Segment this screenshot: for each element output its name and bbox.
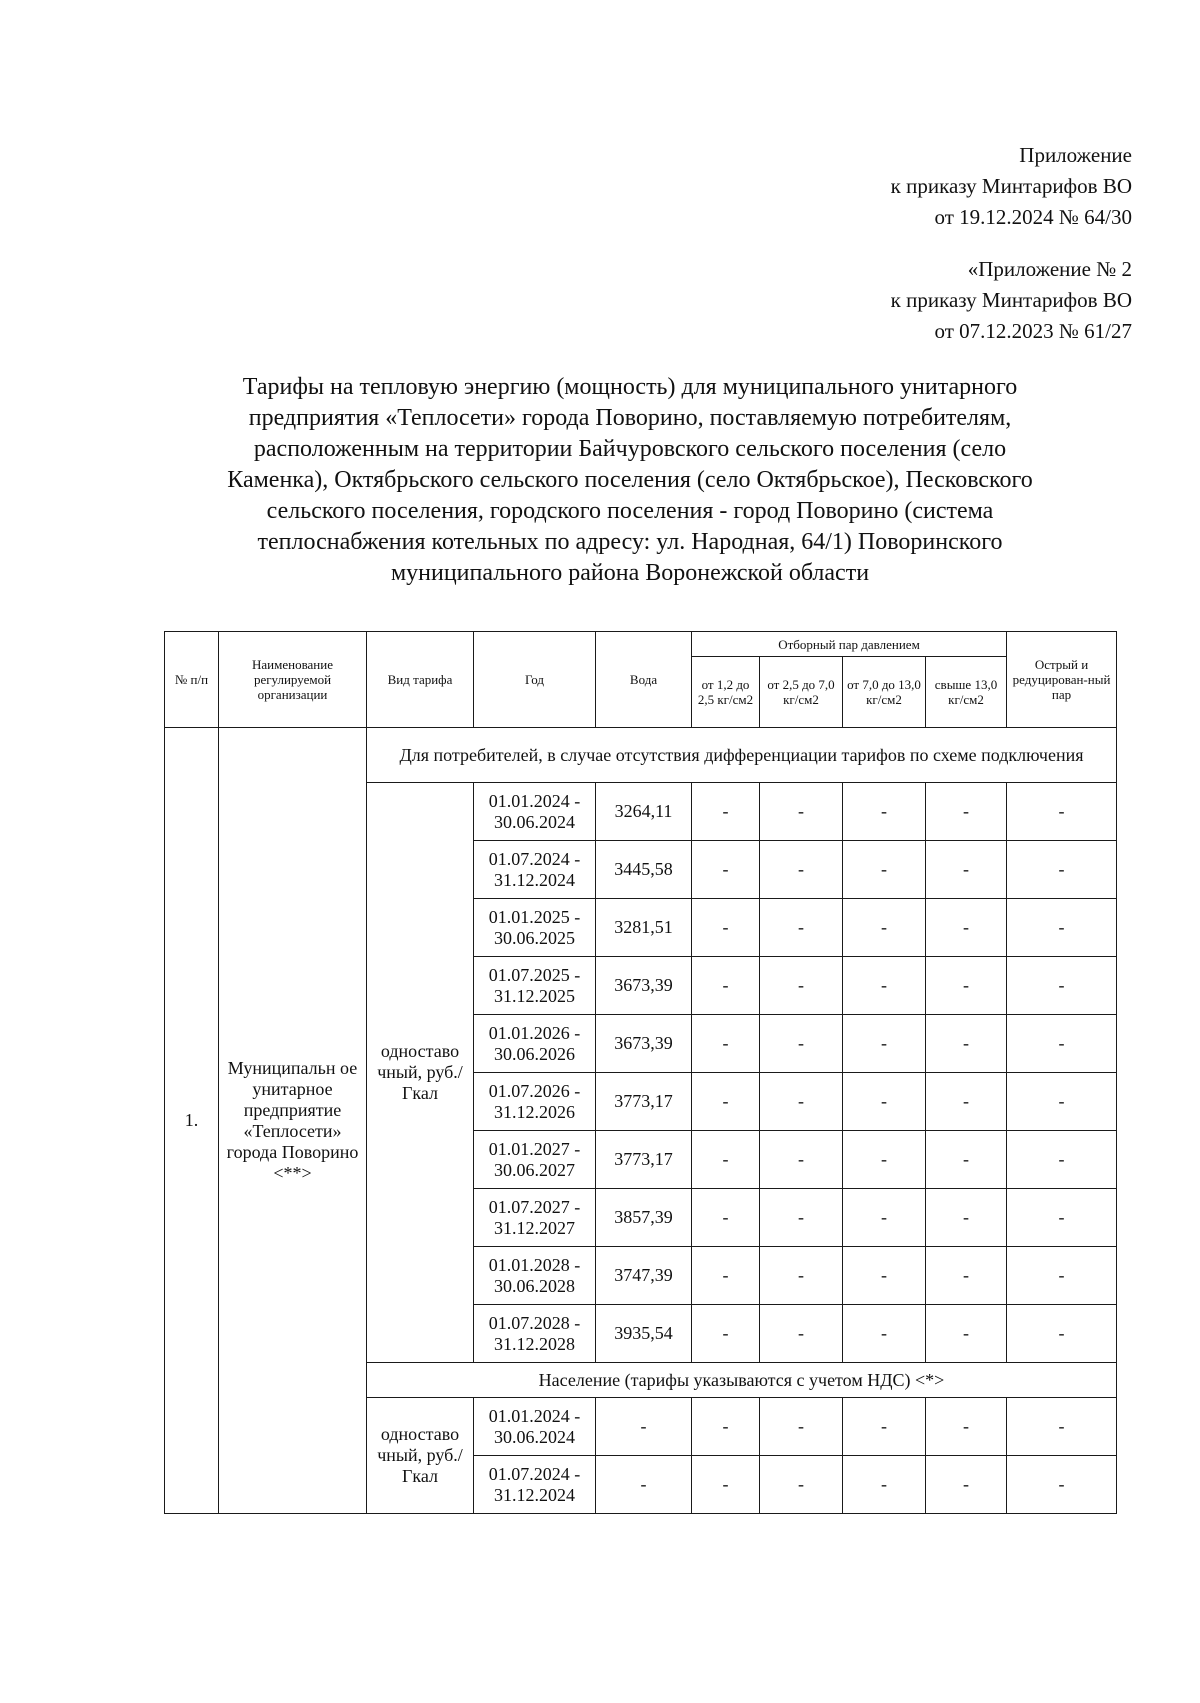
annex-date: от 19.12.2024 № 64/30 (934, 205, 1132, 229)
steam-value-cell: - (760, 1398, 843, 1456)
steam-value-cell: - (843, 1247, 926, 1305)
steam-value-cell: - (926, 1015, 1007, 1073)
steam-value-cell: - (1007, 1189, 1117, 1247)
water-value-cell: 3773,17 (596, 1131, 692, 1189)
water-value-cell: - (596, 1456, 692, 1514)
title-line: теплоснабжения котельных по адресу: ул. Народная, 64/1) Поворинского (257, 529, 1003, 555)
steam-value-cell: - (760, 1305, 843, 1363)
steam-value-cell: - (760, 957, 843, 1015)
title-line: Тарифы на тепловую энергию (мощность) для муниципального унитарного (242, 374, 1018, 400)
steam-value-cell: - (843, 1305, 926, 1363)
steam-value-cell: - (926, 1189, 1007, 1247)
tariff-table (164, 631, 1117, 1514)
water-value-cell: 3773,17 (596, 1073, 692, 1131)
annex-order: к приказу Минтарифов ВО (890, 174, 1132, 198)
header-water: Вода (596, 632, 692, 728)
steam-value-cell: - (926, 957, 1007, 1015)
steam-value-cell: - (1007, 1398, 1117, 1456)
steam-value-cell: - (1007, 1015, 1117, 1073)
steam-value-cell: - (760, 1015, 843, 1073)
water-value-cell: 3673,39 (596, 957, 692, 1015)
steam-value-cell: - (926, 841, 1007, 899)
steam-value-cell: - (1007, 1131, 1117, 1189)
header-num: № п/п (165, 632, 219, 728)
water-value-cell: 3264,11 (596, 783, 692, 841)
steam-value-cell: - (926, 783, 1007, 841)
steam-value-cell: - (843, 957, 926, 1015)
steam-value-cell: - (843, 899, 926, 957)
title-line: Каменка), Октябрьского сельского поселения (село Октябрьское), Песковского (227, 467, 1033, 493)
water-value-cell: 3281,51 (596, 899, 692, 957)
header-year: Год (474, 632, 596, 728)
steam-value-cell: - (1007, 957, 1117, 1015)
water-value-cell: 3673,39 (596, 1015, 692, 1073)
tariff-type-cell: одноставо чный, руб./Гкал (367, 1398, 474, 1514)
period-cell: 01.07.2026 - 31.12.2026 (474, 1073, 596, 1131)
steam-value-cell: - (843, 1398, 926, 1456)
water-value-cell: 3935,54 (596, 1305, 692, 1363)
title-line: расположенным на территории Байчуровского сельского поселения (село (253, 436, 1007, 462)
water-value-cell: 3747,39 (596, 1247, 692, 1305)
steam-value-cell: - (926, 1398, 1007, 1456)
section-consumers: Для потребителей, в случае отсутствия дифференциации тарифов по схеме подключения (367, 728, 1117, 783)
organization-name: Муниципальн ое унитарное предприятие «Теплосети» города Поворино <**> (219, 728, 367, 1514)
steam-value-cell: - (926, 1305, 1007, 1363)
steam-value-cell: - (760, 1456, 843, 1514)
steam-value-cell: - (692, 783, 760, 841)
header-tariff-type: Вид тарифа (367, 632, 474, 728)
steam-value-cell: - (843, 841, 926, 899)
tariff-type-cell: одноставо чный, руб./Гкал (367, 783, 474, 1363)
annex-inner-date: от 07.12.2023 № 61/27 (934, 319, 1132, 343)
title-line: муниципального района Воронежской области (390, 560, 870, 586)
steam-value-cell: - (760, 841, 843, 899)
period-cell: 01.07.2024 - 31.12.2024 (474, 841, 596, 899)
steam-value-cell: - (692, 957, 760, 1015)
row-index: 1. (165, 728, 219, 1514)
period-cell: 01.01.2026 - 30.06.2026 (474, 1015, 596, 1073)
steam-value-cell: - (760, 899, 843, 957)
header-steam-2: от 2,5 до 7,0 кг/см2 (760, 657, 843, 728)
steam-value-cell: - (760, 1131, 843, 1189)
steam-value-cell: - (692, 1189, 760, 1247)
water-value-cell: 3445,58 (596, 841, 692, 899)
annex-inner-order: к приказу Минтарифов ВО (890, 288, 1132, 312)
document-title (150, 372, 1110, 589)
header-sharp-steam: Острый и редуцирован-ный пар (1007, 632, 1117, 728)
steam-value-cell: - (843, 1015, 926, 1073)
period-cell: 01.01.2024 - 30.06.2024 (474, 1398, 596, 1456)
period-cell: 01.07.2028 - 31.12.2028 (474, 1305, 596, 1363)
annex-inner-label: «Приложение № 2 (967, 257, 1132, 281)
steam-value-cell: - (692, 899, 760, 957)
steam-value-cell: - (926, 1247, 1007, 1305)
steam-value-cell: - (843, 783, 926, 841)
steam-value-cell: - (760, 1189, 843, 1247)
header-steam-4: свыше 13,0 кг/см2 (926, 657, 1007, 728)
header-steam-group: Отборный пар давлением (692, 632, 1007, 657)
steam-value-cell: - (692, 1073, 760, 1131)
steam-value-cell: - (843, 1131, 926, 1189)
steam-value-cell: - (926, 899, 1007, 957)
water-value-cell: 3857,39 (596, 1189, 692, 1247)
title-line: сельского поселения, городского поселения - город Поворино (система (266, 498, 994, 524)
header-steam-1: от 1,2 до 2,5 кг/см2 (692, 657, 760, 728)
steam-value-cell: - (1007, 1247, 1117, 1305)
steam-value-cell: - (843, 1189, 926, 1247)
annex-reference (891, 140, 1132, 233)
period-cell: 01.01.2025 - 30.06.2025 (474, 899, 596, 957)
steam-value-cell: - (843, 1456, 926, 1514)
annex-label: Приложение (1019, 143, 1132, 167)
steam-value-cell: - (1007, 1073, 1117, 1131)
steam-value-cell: - (692, 1247, 760, 1305)
period-cell: 01.07.2025 - 31.12.2025 (474, 957, 596, 1015)
steam-value-cell: - (926, 1131, 1007, 1189)
water-value-cell: - (596, 1398, 692, 1456)
period-cell: 01.01.2027 - 30.06.2027 (474, 1131, 596, 1189)
steam-value-cell: - (926, 1073, 1007, 1131)
steam-value-cell: - (1007, 1305, 1117, 1363)
header-steam-3: от 7,0 до 13,0 кг/см2 (843, 657, 926, 728)
steam-value-cell: - (692, 1015, 760, 1073)
steam-value-cell: - (760, 1073, 843, 1131)
steam-value-cell: - (692, 1131, 760, 1189)
header-org: Наименование регулируемой организации (219, 632, 367, 728)
title-line: предприятия «Теплосети» города Поворино, поставляемую потребителям, (248, 405, 1012, 431)
period-cell: 01.01.2028 - 30.06.2028 (474, 1247, 596, 1305)
steam-value-cell: - (692, 1398, 760, 1456)
period-cell: 01.07.2027 - 31.12.2027 (474, 1189, 596, 1247)
steam-value-cell: - (692, 1456, 760, 1514)
steam-value-cell: - (692, 1305, 760, 1363)
steam-value-cell: - (1007, 899, 1117, 957)
steam-value-cell: - (760, 783, 843, 841)
steam-value-cell: - (692, 841, 760, 899)
steam-value-cell: - (926, 1456, 1007, 1514)
steam-value-cell: - (1007, 1456, 1117, 1514)
annex-inner-reference (891, 254, 1132, 347)
steam-value-cell: - (1007, 841, 1117, 899)
section-population: Население (тарифы указываются с учетом НДС) <*> (367, 1363, 1117, 1398)
period-cell: 01.07.2024 - 31.12.2024 (474, 1456, 596, 1514)
steam-value-cell: - (1007, 783, 1117, 841)
steam-value-cell: - (760, 1247, 843, 1305)
period-cell: 01.01.2024 - 30.06.2024 (474, 783, 596, 841)
steam-value-cell: - (843, 1073, 926, 1131)
